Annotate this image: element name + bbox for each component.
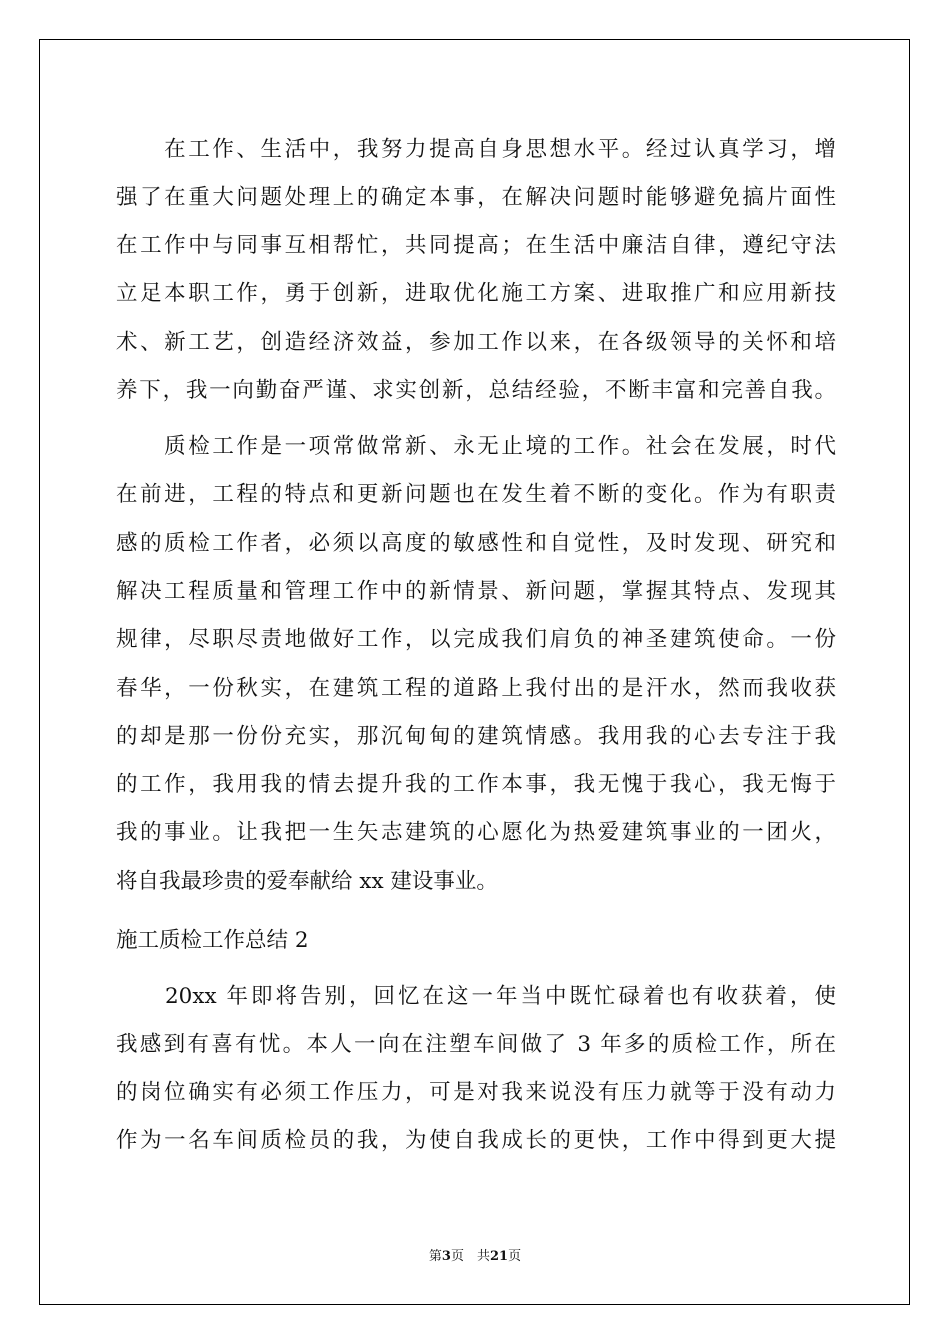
page-middle: 页 共 (450, 1249, 490, 1264)
page-total: 21 (489, 1249, 509, 1264)
text-line: 规律，尽职尽责地做好工作，以完成我们肩负的神圣建筑使命。一份 (116, 627, 836, 652)
text-line: 强了在重大问题处理上的确定本事，在解决问题时能够避免搞片面性 (116, 185, 836, 210)
text-line: 在工作、生活中，我努力提高自身思想水平。经过认真学习，增 (116, 137, 836, 162)
page-footer (0, 1245, 950, 1264)
text-line: 养下，我一向勤奋严谨、求实创新，总结经验，不断丰富和完善自我。 (116, 378, 836, 403)
text-line: 的岗位确实有必须工作压力，可是对我来说没有压力就等于没有动力 (116, 1080, 836, 1105)
text-line: 解决工程质量和管理工作中的新情景、新问题，掌握其特点、发现其 (116, 579, 836, 604)
text-line: 在工作中与同事互相帮忙，共同提高；在生活中廉洁自律，遵纪守法 (116, 233, 836, 258)
text-line: 质检工作是一项常做常新、永无止境的工作。社会在发展，时代 (116, 434, 836, 459)
page-suffix: 页 (508, 1249, 522, 1264)
text-line: 将自我最珍贵的爱奉献给 xx 建设事业。 (116, 869, 498, 894)
text-line: 我感到有喜有忧。本人一向在注塑车间做了 3 年多的质检工作，所在 (116, 1032, 836, 1057)
page-prefix: 第 (428, 1249, 442, 1264)
text-line: 我的事业。让我把一生矢志建筑的心愿化为热爱建筑事业的一团火， (116, 820, 836, 845)
text-line: 在前进，工程的特点和更新问题也在发生着不断的变化。作为有职责 (116, 482, 836, 507)
text-line: 感的质检工作者，必须以高度的敏感性和自觉性，及时发现、研究和 (116, 531, 836, 556)
text-line: 术、新工艺，创造经济效益，参加工作以来，在各级领导的关怀和培 (116, 330, 836, 355)
text-line: 立足本职工作，勇于创新，进取优化施工方案、进取推广和应用新技 (116, 281, 836, 306)
page-current: 3 (441, 1249, 451, 1264)
text-line: 作为一名车间质检员的我，为使自我成长的更快，工作中得到更大提 (116, 1128, 836, 1153)
text-line: 的工作，我用我的情去提升我的工作本事，我无愧于我心，我无悔于 (116, 772, 836, 797)
section-heading: 施工质检工作总结 2 (116, 928, 309, 953)
text-line: 春华，一份秋实，在建筑工程的道路上我付出的是汗水，然而我收获 (116, 676, 836, 701)
text-line: 的却是那一份份充实，那沉甸甸的建筑情感。我用我的心去专注于我 (116, 724, 836, 749)
text-line: 20xx 年即将告别，回忆在这一年当中既忙碌着也有收获着，使 (116, 984, 836, 1009)
